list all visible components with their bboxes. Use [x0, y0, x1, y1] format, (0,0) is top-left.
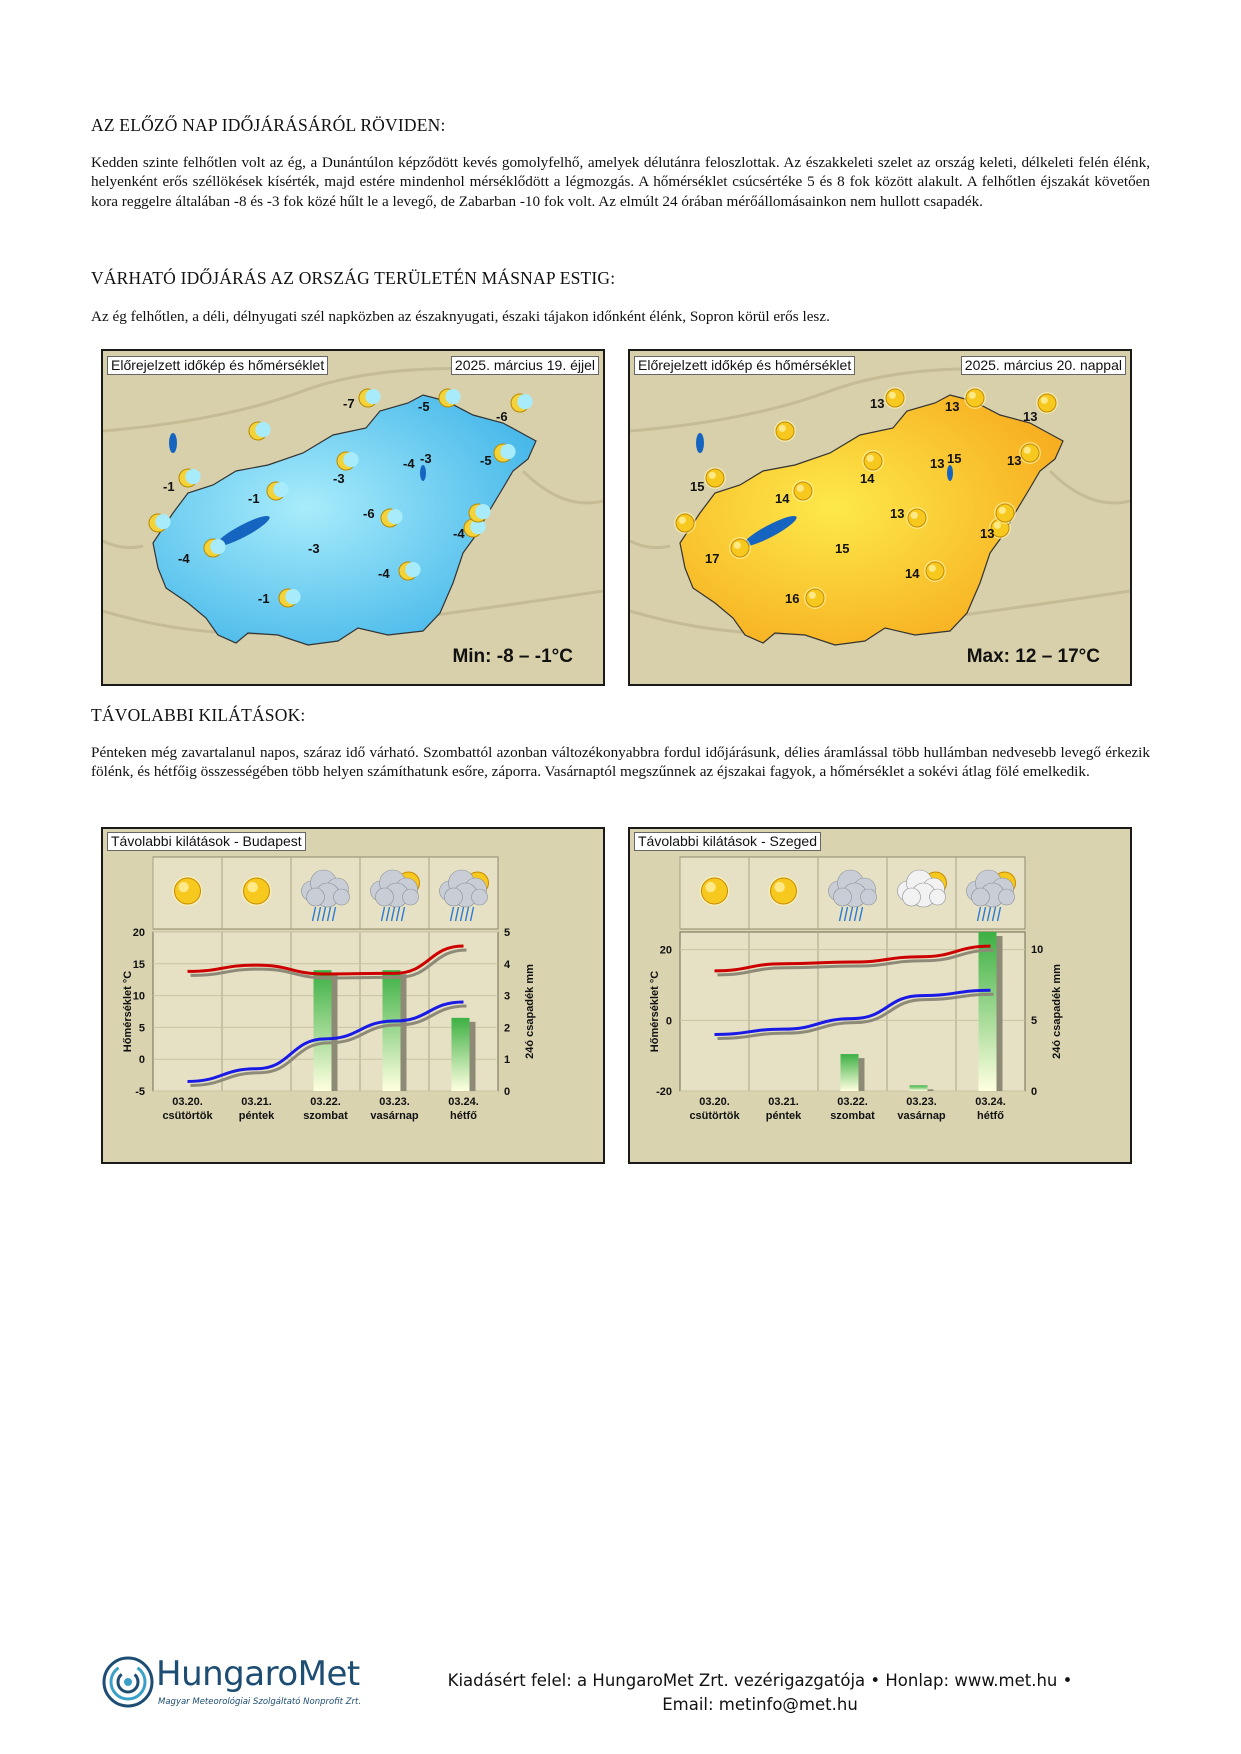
- logo-name: HungaroMet: [156, 1654, 360, 1694]
- map-temperature-value: 17: [705, 551, 720, 566]
- map-temperature-value: 13: [945, 399, 960, 414]
- x-tick-day-label: vasárnap: [370, 1110, 419, 1122]
- y2-tick-label: 1: [504, 1054, 511, 1067]
- map-range: Min: -8 – -1°C: [452, 646, 573, 667]
- y2-tick-label: 3: [504, 990, 511, 1003]
- map-range: Max: 12 – 17°C: [966, 646, 1100, 667]
- y2-tick-label: 4: [504, 958, 511, 971]
- precipitation-bar: [452, 1018, 470, 1091]
- x-tick-day-label: péntek: [238, 1110, 275, 1122]
- sun-icon: [884, 387, 906, 409]
- lake-tisza: [947, 465, 953, 481]
- icon-row: [680, 857, 1025, 929]
- szeged-outlook-chart: [628, 827, 1132, 1164]
- map-title: Előrejelzett időkép és hőmérséklet: [107, 356, 328, 375]
- x-tick-day-label: szombat: [303, 1110, 348, 1122]
- y-tick-label: 5: [138, 1022, 145, 1035]
- hungaromet-logo: [100, 1652, 360, 1718]
- map-temperature-value: -4: [403, 456, 415, 471]
- x-tick-day-label: hétfő: [977, 1110, 1004, 1122]
- map-temperature-value: -5: [418, 399, 430, 414]
- y-tick-label: 10: [132, 990, 145, 1003]
- x-tick-day-label: csütörtök: [689, 1110, 740, 1122]
- lake-tisza: [420, 465, 426, 481]
- map-temperature-value: 15: [690, 479, 705, 494]
- map-temperature-value: -6: [496, 409, 508, 424]
- y2-axis-label: 24ó csapadék mm: [524, 964, 536, 1059]
- y2-tick-label: 10: [1031, 944, 1044, 957]
- y-tick-label: -5: [135, 1086, 145, 1098]
- map-canvas: [630, 351, 1130, 684]
- sun-icon: [1036, 392, 1058, 414]
- y2-tick-label: 5: [1031, 1015, 1038, 1028]
- x-tick-day-label: vasárnap: [897, 1110, 946, 1122]
- y-axis-label: Hőmérséklet °C: [649, 970, 661, 1053]
- precipitation-bar: [383, 970, 401, 1091]
- map-temperature-value: 14: [905, 566, 920, 581]
- x-tick-label: 03.23.: [379, 1096, 410, 1108]
- sun-icon: [906, 507, 928, 529]
- lake-ferto: [696, 433, 704, 453]
- logo-swirl-icon: [100, 1652, 156, 1712]
- sun-icon: [792, 480, 814, 502]
- map-temperature-value: 15: [947, 451, 962, 466]
- lake-ferto: [169, 433, 177, 453]
- x-tick-label: 03.22.: [837, 1096, 868, 1108]
- outlook-text: Pénteken még zavartalanul napos, száraz idő várható. Szombattól azonban változékonyabbra fordul időjárásunk, délies áramlással több hullámban nedvesebb levegő érkezik fölénk, és hétfőig összességében több helyen számíthatunk esőre, záporra. Vasárnaptól megszűnnek az éjszakai fagyok, a hőmérséklet a sokévi átlag fölé emelkedik.: [91, 744, 1150, 781]
- sun-icon: [964, 387, 986, 409]
- footer-line-publisher: Kiadásért felel: a HungaroMet Zrt. vezérigazgatója • Honlap: www.met.hu •: [447, 1671, 1073, 1690]
- sun-icon: [924, 560, 946, 582]
- y2-axis-label: 24ó csapadék mm: [1051, 964, 1063, 1059]
- map-temperature-value: -4: [453, 526, 465, 541]
- previous-day-text: Kedden szinte felhőtlen volt az ég, a Dunántúlon képződött kevés gomolyfelhő, amelyek délutánra feloszlottak. Az északkeleti szelet az ország keleti, délkeleti felén élénk, helyenként erős széllökések kísérték, majd estére mindenhol mérséklődött a légmozgás. A hőmérséklet csúcsértéke 5 és 8 fok között alakult. A felhőtlen éjszakát követően kora reggelre általában -8 és -3 fok közé hűlt le a levegő, de Zabarban -10 fok volt. Az elmúlt 24 órában mérőállomásainkon nem hullott csapadék.: [91, 154, 1150, 210]
- map-temperature-value: -6: [363, 506, 375, 521]
- min-temperature-map: [101, 349, 605, 686]
- precipitation-bar: [979, 932, 997, 1091]
- footer-text: [440, 1669, 1080, 1717]
- map-temperature-value: -5: [480, 453, 492, 468]
- map-temperature-value: -4: [178, 551, 190, 566]
- map-temperature-value: 13: [870, 396, 885, 411]
- y-tick-label: 0: [665, 1015, 672, 1028]
- chart-title: Távolabbi kilátások - Budapest: [107, 832, 306, 851]
- sun-icon: [804, 587, 826, 609]
- map-temperature-value: 13: [1007, 453, 1022, 468]
- sun-icon: [729, 537, 751, 559]
- logo-subtitle: Magyar Meteorológiai Szolgáltató Nonprofit Zrt.: [158, 1697, 362, 1707]
- y-tick-label: 20: [132, 927, 145, 939]
- y2-tick-label: 5: [504, 927, 511, 939]
- y-tick-label: 20: [659, 944, 672, 957]
- sun-icon: [774, 420, 796, 442]
- map-title: Előrejelzett időkép és hőmérséklet: [634, 356, 855, 375]
- sun-icon: [674, 512, 696, 534]
- x-tick-label: 03.23.: [906, 1096, 937, 1108]
- map-temperature-value: -1: [258, 591, 270, 606]
- y-tick-label: -20: [656, 1086, 672, 1098]
- icon-row: [153, 857, 498, 929]
- x-tick-day-label: péntek: [765, 1110, 802, 1122]
- map-temperature-value: -1: [248, 491, 260, 506]
- y-tick-label: 15: [132, 958, 145, 971]
- map-temperature-value: -1: [163, 479, 175, 494]
- map-temperature-value: 14: [860, 471, 875, 486]
- sun-icon: [994, 502, 1016, 524]
- sun-icon: [1019, 442, 1041, 464]
- sun-icon: [862, 450, 884, 472]
- sun-icon: [242, 876, 272, 906]
- chart-title: Távolabbi kilátások - Szeged: [634, 832, 821, 851]
- map-canvas: [103, 351, 603, 684]
- sun-icon: [700, 876, 730, 906]
- x-tick-label: 03.20.: [172, 1096, 203, 1108]
- map-temperature-value: -3: [420, 451, 432, 466]
- footer-line-email: Email: metinfo@met.hu: [662, 1695, 858, 1714]
- map-temperature-value: 13: [930, 456, 945, 471]
- map-temperature-value: 13: [980, 526, 995, 541]
- y-axis-label: Hőmérséklet °C: [122, 970, 134, 1053]
- precipitation-bar: [841, 1054, 859, 1091]
- map-temperature-value: -3: [308, 541, 320, 556]
- x-tick-label: 03.21.: [241, 1096, 272, 1108]
- map-temperature-value: 13: [890, 506, 905, 521]
- sun-icon: [704, 467, 726, 489]
- map-temperature-value: -3: [333, 471, 345, 486]
- y-tick-label: 0: [138, 1054, 145, 1067]
- sun-icon: [173, 876, 203, 906]
- map-temperature-value: 14: [775, 491, 790, 506]
- chart-canvas: [630, 829, 1130, 1162]
- section-title-forecast: VÁRHATÓ IDŐJÁRÁS AZ ORSZÁG TERÜLETÉN MÁSNAP ESTIG:: [91, 268, 616, 288]
- x-tick-day-label: hétfő: [450, 1110, 477, 1122]
- x-tick-label: 03.24.: [448, 1096, 479, 1108]
- section-title-previous-day: AZ ELŐZŐ NAP IDŐJÁRÁSÁRÓL RÖVIDEN:: [91, 115, 446, 135]
- x-tick-day-label: szombat: [830, 1110, 875, 1122]
- precipitation-bar: [314, 970, 332, 1091]
- map-date: 2025. március 19. éjjel: [451, 356, 599, 375]
- map-temperature-value: 13: [1023, 409, 1038, 424]
- x-tick-day-label: csütörtök: [162, 1110, 213, 1122]
- chart-canvas: [103, 829, 603, 1162]
- map-temperature-value: 16: [785, 591, 800, 606]
- y2-tick-label: 0: [1031, 1086, 1038, 1098]
- section-title-outlook: TÁVOLABBI KILÁTÁSOK:: [91, 705, 306, 725]
- map-date: 2025. március 20. nappal: [961, 356, 1126, 375]
- map-temperature-value: -7: [343, 396, 355, 411]
- map-temperature-value: 15: [835, 541, 850, 556]
- x-tick-label: 03.20.: [699, 1096, 730, 1108]
- x-tick-label: 03.24.: [975, 1096, 1006, 1108]
- max-temperature-map: [628, 349, 1132, 686]
- y2-tick-label: 2: [504, 1022, 511, 1035]
- forecast-text: Az ég felhőtlen, a déli, délnyugati szél napközben az északnyugati, északi tájakon időnként élénk, Sopron körül erős lesz.: [91, 308, 830, 325]
- precipitation-bar: [910, 1085, 928, 1091]
- y2-tick-label: 0: [504, 1086, 511, 1098]
- x-tick-label: 03.21.: [768, 1096, 799, 1108]
- x-tick-label: 03.22.: [310, 1096, 341, 1108]
- map-temperature-value: -4: [378, 566, 390, 581]
- sun-icon: [769, 876, 799, 906]
- budapest-outlook-chart: [101, 827, 605, 1164]
